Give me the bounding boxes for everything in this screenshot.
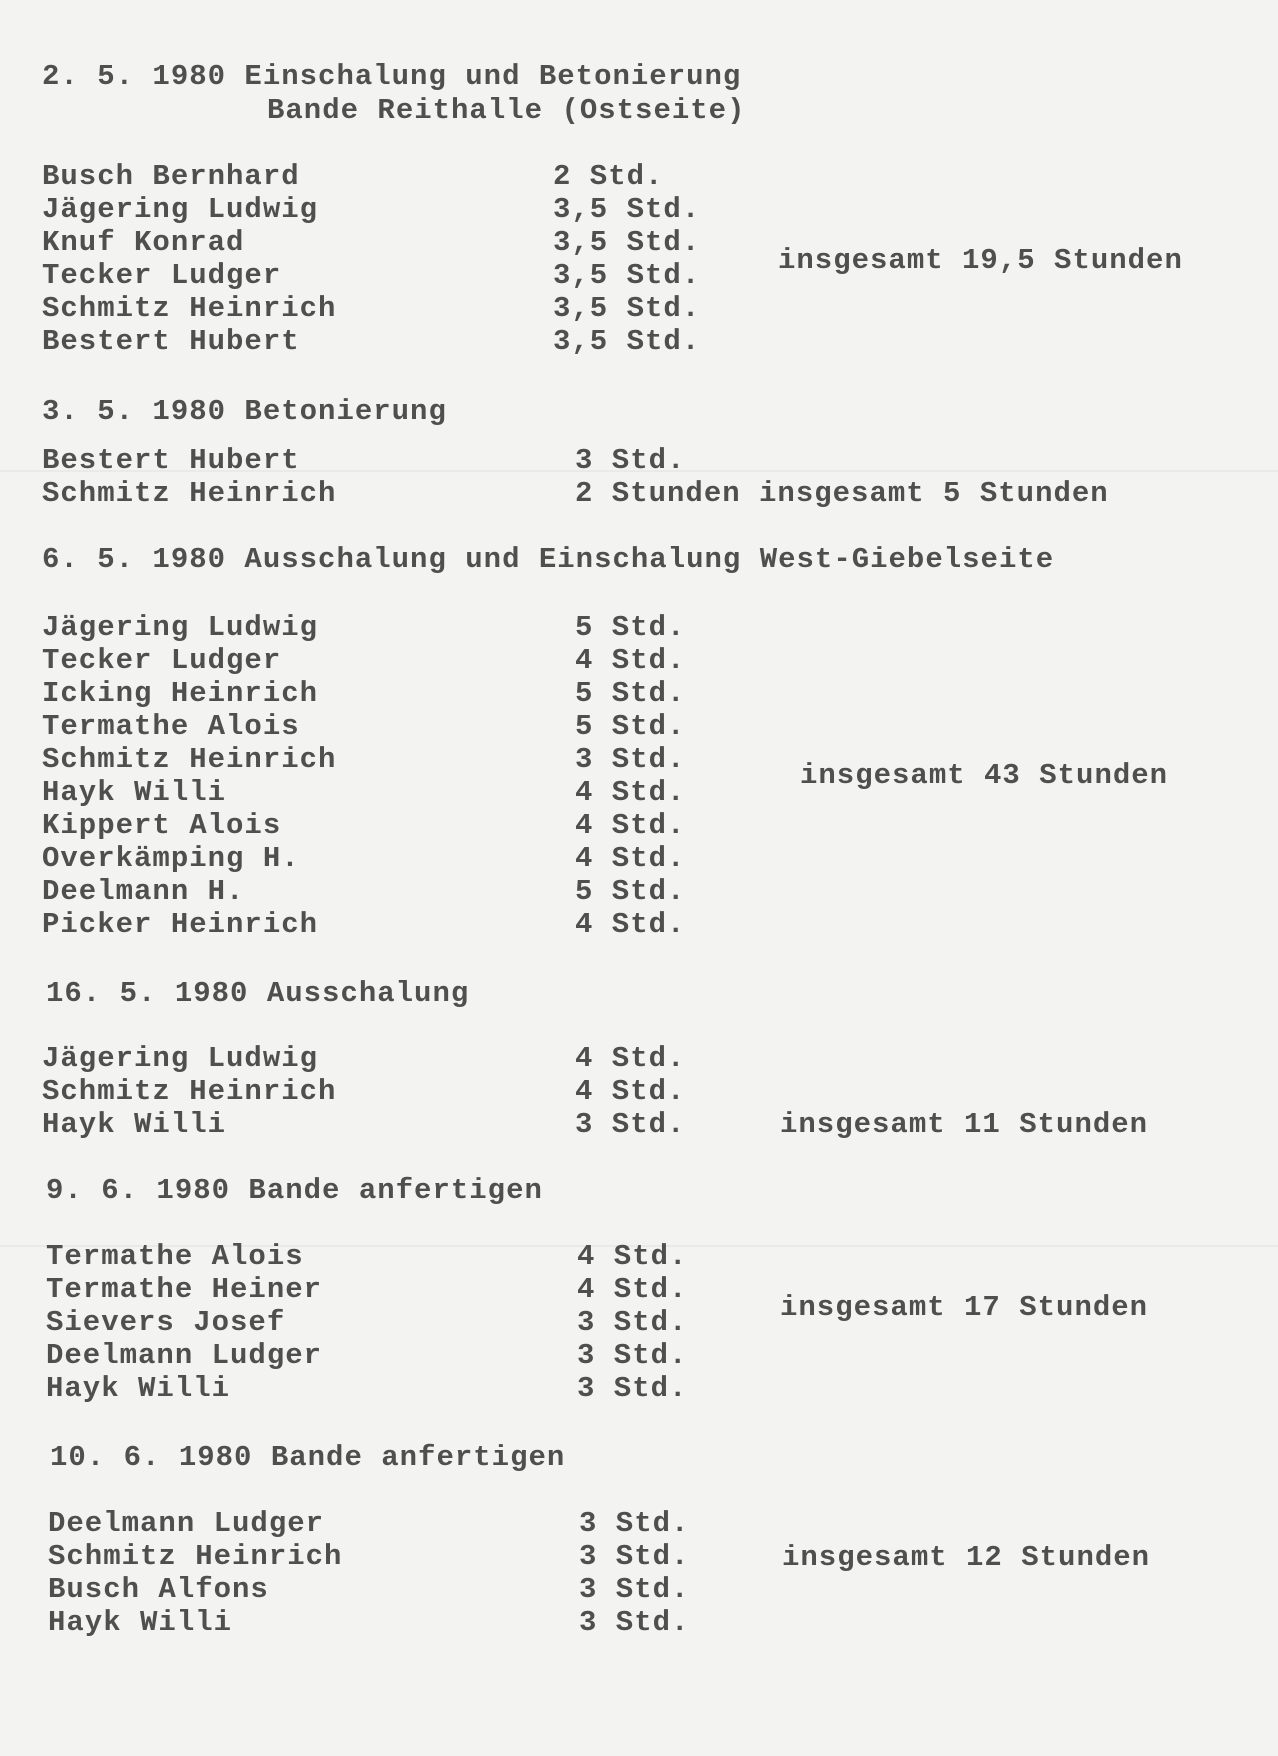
section-heading: 16. 5. 1980 Ausschalung <box>46 977 470 1010</box>
section-heading: 6. 5. 1980 Ausschalung und Einschalung West-Giebelseite <box>42 543 1055 576</box>
worker-hours: 3 Std. <box>575 444 686 477</box>
section-subheading: Bande Reithalle (Ostseite) <box>267 94 746 127</box>
worker-name: Hayk Willi <box>42 1108 227 1141</box>
worker-hours: 4 Std. <box>575 644 686 677</box>
worker-name: Tecker Ludger <box>42 259 282 292</box>
section-heading: 9. 6. 1980 Bande anfertigen <box>46 1174 543 1207</box>
worker-name: Jägering Ludwig <box>42 193 319 226</box>
worker-hours: 5 Std. <box>575 611 686 644</box>
worker-name: Bestert Hubert <box>42 325 300 358</box>
worker-hours: 3 Std. <box>579 1540 690 1573</box>
worker-name: Deelmann Ludger <box>48 1507 325 1540</box>
worker-hours: 3,5 Std. <box>553 193 701 226</box>
worker-name: Hayk Willi <box>48 1606 233 1639</box>
section-total: insgesamt 17 Stunden <box>780 1291 1149 1324</box>
section-heading: 2. 5. 1980 Einschalung und Betonierung <box>42 60 742 93</box>
worker-hours: 3 Std. <box>579 1573 690 1606</box>
worker-hours: 4 Std. <box>575 809 686 842</box>
worker-hours: 4 Std. <box>575 1075 686 1108</box>
worker-hours: 4 Std. <box>575 842 686 875</box>
worker-name: Jägering Ludwig <box>42 611 319 644</box>
worker-hours: 3 Std. <box>577 1306 688 1339</box>
worker-name: Busch Alfons <box>48 1573 269 1606</box>
worker-name: Termathe Alois <box>42 710 300 743</box>
worker-name: Picker Heinrich <box>42 908 319 941</box>
section-total: insgesamt 19,5 Stunden <box>778 244 1183 277</box>
worker-name: Hayk Willi <box>42 776 227 809</box>
worker-name: Schmitz Heinrich <box>42 743 337 776</box>
worker-hours: 3,5 Std. <box>553 292 701 325</box>
worker-hours: 2 Std. <box>553 160 664 193</box>
worker-hours: 3 Std. <box>577 1339 688 1372</box>
worker-hours: 3,5 Std. <box>553 259 701 292</box>
worker-name: Overkämping H. <box>42 842 300 875</box>
worker-hours: 5 Std. <box>575 875 686 908</box>
worker-name: Knuf Konrad <box>42 226 245 259</box>
worker-hours: 4 Std. <box>575 776 686 809</box>
worker-hours: 3,5 Std. <box>553 226 701 259</box>
worker-name: Schmitz Heinrich <box>48 1540 343 1573</box>
worker-name: Deelmann Ludger <box>46 1339 323 1372</box>
worker-hours: 3 Std. <box>577 1372 688 1405</box>
worker-hours: 3 Std. <box>579 1606 690 1639</box>
worker-name: Tecker Ludger <box>42 644 282 677</box>
section-heading: 3. 5. 1980 Betonierung <box>42 395 447 428</box>
worker-name: Deelmann H. <box>42 875 245 908</box>
section-total: insgesamt 11 Stunden <box>780 1108 1149 1141</box>
worker-name: Termathe Heiner <box>46 1273 323 1306</box>
worker-hours: 3,5 Std. <box>553 325 701 358</box>
section-total: insgesamt 43 Stunden <box>800 759 1169 792</box>
worker-hours: 4 Std. <box>575 908 686 941</box>
worker-name: Schmitz Heinrich <box>42 1075 337 1108</box>
worker-name: Termathe Alois <box>46 1240 304 1273</box>
worker-hours: 3 Std. <box>575 1108 686 1141</box>
worker-hours: 3 Std. <box>579 1507 690 1540</box>
worker-name: Bestert Hubert <box>42 444 300 477</box>
worker-hours: 5 Std. <box>575 710 686 743</box>
worker-name: Hayk Willi <box>46 1372 231 1405</box>
worker-hours: 4 Std. <box>575 1042 686 1075</box>
section-heading: 10. 6. 1980 Bande anfertigen <box>50 1441 566 1474</box>
worker-name: Sievers Josef <box>46 1306 286 1339</box>
worker-hours: 3 Std. <box>575 743 686 776</box>
worker-name: Busch Bernhard <box>42 160 300 193</box>
worker-name: Schmitz Heinrich <box>42 292 337 325</box>
worker-name: Kippert Alois <box>42 809 282 842</box>
worker-name: Icking Heinrich <box>42 677 319 710</box>
worker-hours: 4 Std. <box>577 1240 688 1273</box>
worker-hours: 4 Std. <box>577 1273 688 1306</box>
section-total: insgesamt 12 Stunden <box>782 1541 1151 1574</box>
worker-hours: 5 Std. <box>575 677 686 710</box>
worker-name: Schmitz Heinrich <box>42 477 337 510</box>
worker-name: Jägering Ludwig <box>42 1042 319 1075</box>
worker-hours: 2 Stunden insgesamt 5 Stunden <box>575 477 1109 510</box>
